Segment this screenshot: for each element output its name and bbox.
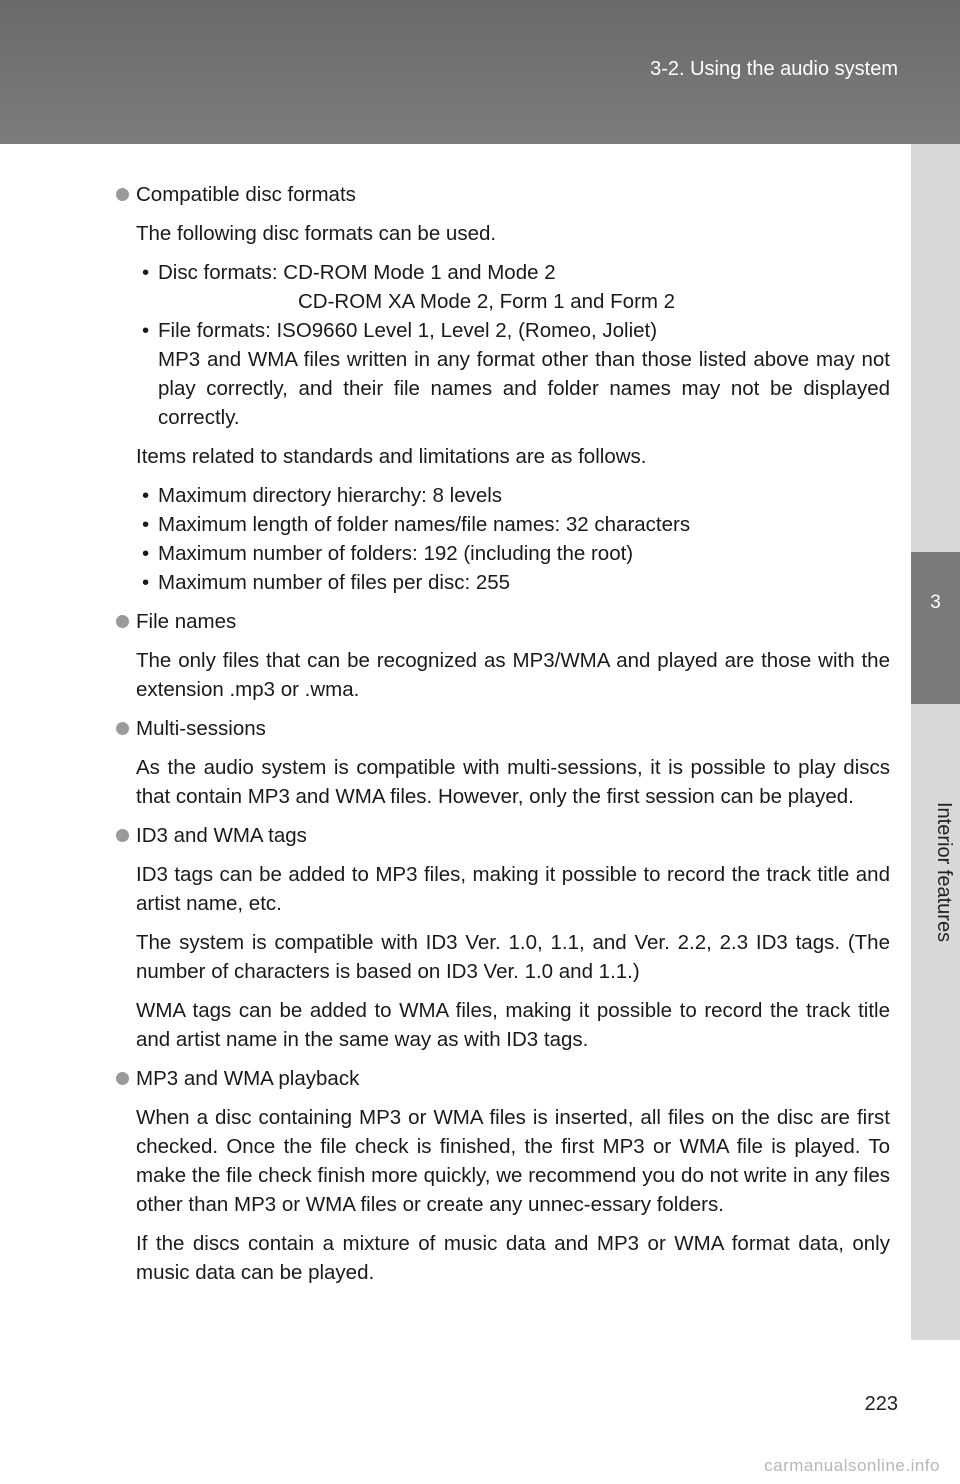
- section-paragraph: As the audio system is compatible with multi-sessions, it is possible to play discs that contain MP3 and WMA files. However, only the first session can be played.: [136, 756, 890, 808]
- page-header: [0, 0, 960, 144]
- header-title: 3-2. Using the audio system: [650, 58, 898, 80]
- limits-list: [136, 481, 890, 597]
- file-formats-note: MP3 and WMA files written in any format other than those listed above may not play correctly, and their file names and folder names may not be displayed correctly.: [158, 348, 890, 429]
- section-title: MP3 and WMA playback: [116, 1064, 890, 1093]
- chapter-side-tab: [911, 144, 960, 1340]
- list-item: [136, 258, 890, 316]
- section-paragraph: When a disc containing MP3 or WMA files is inserted, all files on the disc are first checked. Once the file check is finished, the first MP3 or WMA file is played. To make the file check finish more quickly, we recommend you do not write in any files other than MP3 or WMA files or create any unnec-essary folders.: [136, 1106, 890, 1216]
- section-paragraph: The only files that can be recognized as MP3/WMA and played are those with the extension .mp3 or .wma.: [136, 649, 890, 701]
- section-title: ID3 and WMA tags: [116, 821, 890, 850]
- chapter-number: 3: [930, 592, 941, 613]
- section-title: File names: [116, 607, 890, 636]
- chapter-label: Interior features: [933, 802, 955, 943]
- section-compatible-disc-formats: [116, 180, 890, 597]
- disc-formats-line-2: CD-ROM XA Mode 2, Form 1 and Form 2: [298, 290, 676, 313]
- section-paragraph: The system is compatible with ID3 Ver. 1.0, 1.1, and Ver. 2.2, 2.3 ID3 tags. (The number of characters is based on ID3 Ver. 1.0 and 1.1.): [136, 931, 890, 983]
- format-list: [136, 258, 890, 432]
- watermark-text: carmanualsonline.info: [764, 1456, 940, 1475]
- list-item: [136, 316, 890, 432]
- page-content: [116, 180, 890, 1297]
- section-paragraph: ID3 tags can be added to MP3 files, making it possible to record the track title and artist name, etc.: [136, 863, 890, 915]
- section-paragraph: The following disc formats can be used.: [136, 222, 497, 245]
- section-id3-wma-tags: [116, 821, 890, 1054]
- section-paragraph: Items related to standards and limitations are as follows.: [136, 445, 647, 468]
- section-title: Multi-sessions: [116, 714, 890, 743]
- section-multi-sessions: [116, 714, 890, 811]
- section-title: Compatible disc formats: [116, 180, 890, 209]
- page-number: 223: [864, 1393, 898, 1415]
- list-item: • Maximum length of folder names/file names: 32 characters: [136, 510, 890, 539]
- section-mp3-wma-playback: [116, 1064, 890, 1287]
- list-item: • Maximum directory hierarchy: 8 levels: [136, 481, 890, 510]
- file-formats-line: • File formats: ISO9660 Level 1, Level 2, (Romeo, Joliet): [158, 319, 658, 342]
- disc-formats-line: • Disc formats: CD-ROM Mode 1 and Mode 2: [158, 261, 556, 284]
- section-paragraph: If the discs contain a mixture of music data and MP3 or WMA format data, only music data can be played.: [136, 1232, 890, 1284]
- section-paragraph: WMA tags can be added to WMA files, making it possible to record the track title and artist name in the same way as with ID3 tags.: [136, 999, 890, 1051]
- chapter-number-box: [911, 552, 960, 704]
- list-item: • Maximum number of folders: 192 (including the root): [136, 539, 890, 568]
- section-file-names: [116, 607, 890, 704]
- list-item: • Maximum number of files per disc: 255: [136, 568, 890, 597]
